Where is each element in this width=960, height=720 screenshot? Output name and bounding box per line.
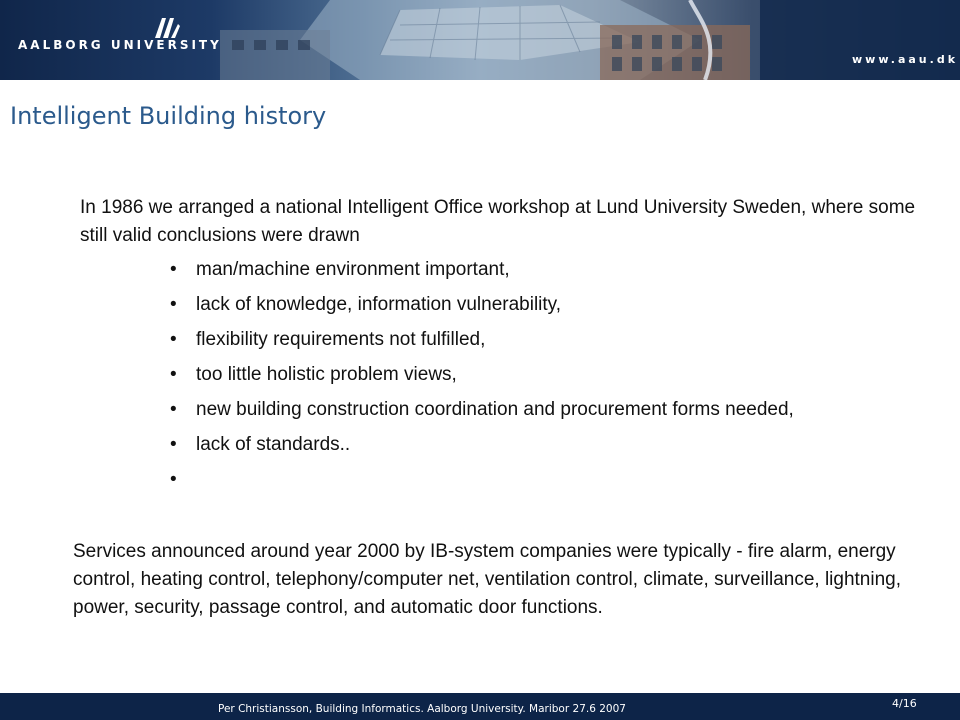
list-item: • new building construction coordination and procurement forms needed, bbox=[170, 396, 910, 424]
list-item bbox=[170, 466, 910, 494]
header-banner bbox=[0, 0, 960, 80]
footer-credit: Per Christiansson, Building Informatics. Aalborg University. Maribor 27.6 2007 bbox=[218, 703, 626, 715]
list-item: • lack of standards.. bbox=[170, 431, 910, 459]
university-name: AALBORG UNIVERSITY bbox=[18, 38, 222, 52]
list-item: • man/machine environment important, bbox=[170, 256, 910, 284]
list-item: • too little holistic problem views, bbox=[170, 361, 910, 389]
aau-logo-icon bbox=[152, 16, 182, 40]
conclusions-list bbox=[170, 256, 910, 494]
intro-paragraph: In 1986 we arranged a national Intelligent Office workshop at Lund University Sweden, where some still valid conclusions were drawn bbox=[80, 197, 916, 246]
slide-title: Intelligent Building history bbox=[10, 102, 327, 130]
list-item: • lack of knowledge, information vulnerability, bbox=[170, 291, 910, 319]
page-number: 4/16 bbox=[892, 697, 917, 710]
services-paragraph: Services announced around year 2000 by IB-system companies were typically - fire alarm, energy control, heating control, telephony/computer net, ventilation control, climate, surveillance, lightning, power, security, passage control, and automatic door functions. bbox=[73, 541, 902, 618]
footer-bar bbox=[0, 693, 960, 720]
website-url: www.aau.dk bbox=[852, 53, 959, 66]
list-item: • flexibility requirements not fulfilled, bbox=[170, 326, 910, 354]
